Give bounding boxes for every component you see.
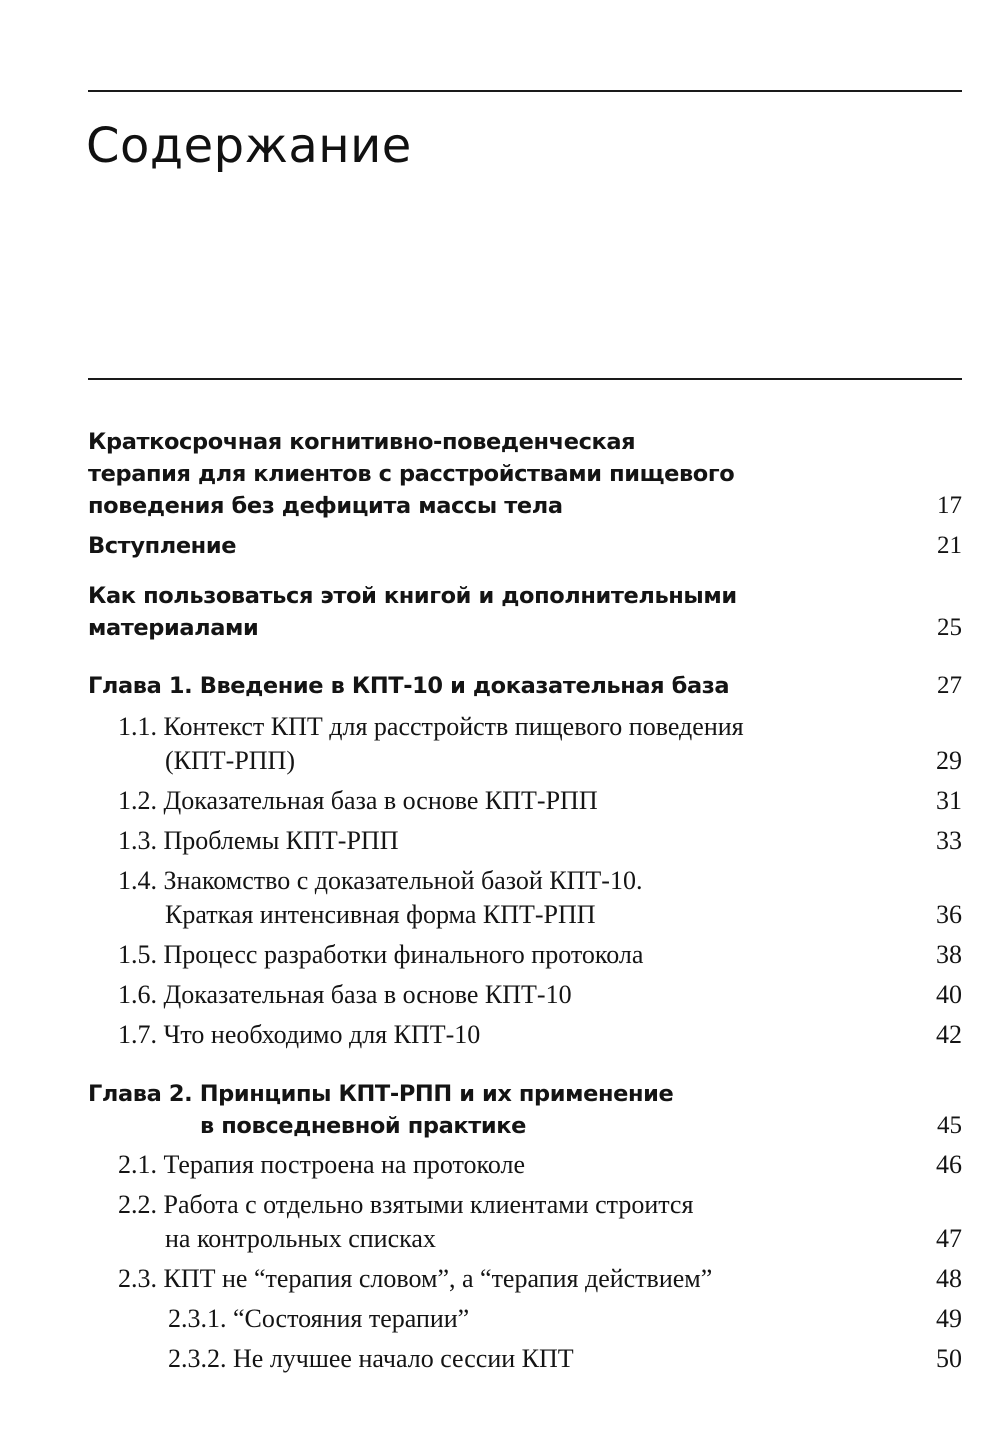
- chapter-title-line: в повседневной практике: [200, 1113, 526, 1139]
- page-number: 40: [936, 980, 962, 1009]
- toc-entry-front-3[interactable]: [88, 580, 962, 644]
- toc-section-1-1[interactable]: [88, 710, 962, 778]
- toc-entry-chapter-1[interactable]: [88, 670, 962, 702]
- toc-entry-chapter-2[interactable]: [88, 1078, 962, 1142]
- entry-title-line: Как пользоваться этой книгой и дополнительными: [88, 583, 737, 609]
- chapter-title-line: Глава 1. Введение в КПТ-10 и доказательная база: [88, 673, 730, 699]
- subsection-title-line: 2.3.2. Не лучшее начало сессии КПТ: [168, 1344, 574, 1373]
- page-number: 25: [937, 614, 962, 641]
- toc-section-2-1[interactable]: [88, 1148, 962, 1182]
- section-title-line: 1.3. Проблемы КПТ-РПП: [118, 826, 399, 855]
- toc-section-1-4[interactable]: [88, 864, 962, 932]
- toc-entry-front-1[interactable]: [88, 426, 962, 522]
- page-number: 46: [936, 1150, 962, 1179]
- section-title-line: 2.1. Терапия построена на протоколе: [118, 1150, 526, 1179]
- page-number: 50: [936, 1344, 962, 1373]
- page-number: 21: [937, 532, 962, 559]
- section-title-line: Краткая интенсивная форма КПТ-РПП: [165, 900, 596, 929]
- toc-entry-front-2[interactable]: [88, 530, 962, 562]
- toc-section-2-3[interactable]: [88, 1262, 962, 1296]
- section-title-line: на контрольных списках: [165, 1224, 436, 1253]
- page-number: 47: [936, 1224, 962, 1253]
- page-number: 17: [937, 492, 962, 519]
- toc-section-1-6[interactable]: [88, 978, 962, 1012]
- page-number: 38: [936, 940, 962, 969]
- page-number: 48: [936, 1264, 962, 1293]
- entry-title-line: материалами: [88, 615, 259, 641]
- page-number: 33: [936, 826, 962, 855]
- toc-section-1-2[interactable]: [88, 784, 962, 818]
- page-number: 42: [936, 1020, 962, 1049]
- chapter-title-line: Глава 2. Принципы КПТ-РПП и их применение: [88, 1081, 674, 1107]
- section-title-line: 1.7. Что необходимо для КПТ-10: [118, 1020, 481, 1049]
- section-title-line: 2.2. Работа с отдельно взятыми клиентами строится: [118, 1190, 694, 1219]
- toc-subsection-2-3-1[interactable]: [88, 1302, 962, 1336]
- section-title-line: 1.6. Доказательная база в основе КПТ-10: [118, 980, 572, 1009]
- subsection-title-line: 2.3.1. “Состояния терапии”: [168, 1304, 470, 1333]
- toc-section-1-5[interactable]: [88, 938, 962, 972]
- section-title-line: 1.5. Процесс разработки финального протокола: [118, 940, 644, 969]
- section-title-line: 1.1. Контекст КПТ для расстройств пищевого поведения: [118, 712, 744, 741]
- entry-title-line: Вступление: [88, 533, 237, 559]
- section-title-line: 1.4. Знакомство с доказательной базой КПТ-10.: [118, 866, 643, 895]
- page-number: 36: [936, 900, 962, 929]
- entry-title-line: Краткосрочная когнитивно-поведенческая: [88, 429, 636, 455]
- top-rule: [88, 90, 962, 92]
- section-title-line: (КПТ-РПП): [165, 746, 295, 775]
- toc-subsection-2-3-2[interactable]: [88, 1342, 962, 1376]
- toc-section-1-3[interactable]: [88, 824, 962, 858]
- page-number: 29: [936, 746, 962, 775]
- page-title: Содержание: [86, 118, 412, 174]
- toc-section-2-2[interactable]: [88, 1188, 962, 1256]
- table-of-contents: [88, 426, 962, 1376]
- page-number: 45: [937, 1112, 962, 1139]
- toc-section-1-7[interactable]: [88, 1018, 962, 1052]
- page-number: 27: [937, 672, 962, 699]
- entry-title-line: поведения без дефицита массы тела: [88, 493, 563, 519]
- section-title-line: 2.3. КПТ не “терапия словом”, а “терапия действием”: [118, 1264, 713, 1293]
- section-title-line: 1.2. Доказательная база в основе КПТ-РПП: [118, 786, 598, 815]
- page-number: 49: [936, 1304, 962, 1333]
- entry-title-line: терапия для клиентов с расстройствами пищевого: [88, 461, 735, 487]
- page-number: 31: [936, 786, 962, 815]
- section-rule: [88, 378, 962, 380]
